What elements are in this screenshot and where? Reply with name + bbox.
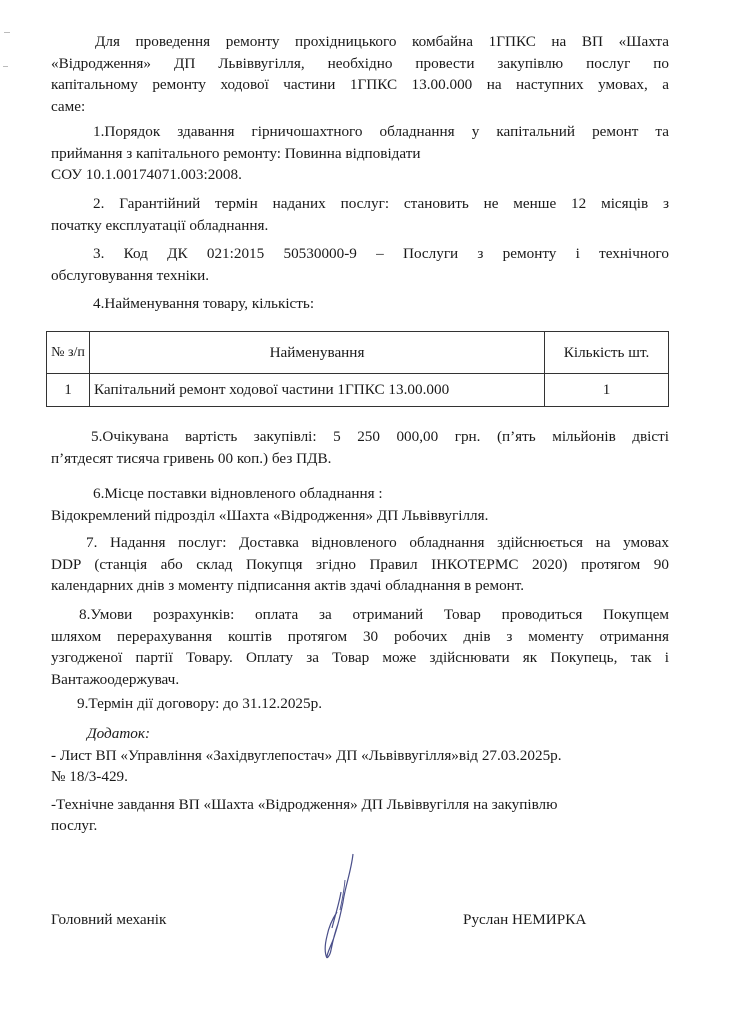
attachment-line: послуг.: [51, 817, 98, 834]
table-row: [47, 374, 669, 407]
signature-name: [463, 909, 586, 931]
item-6-line: Відокремлений підрозділ «Шахта «Відродження» ДП Львіввугілля.: [51, 506, 489, 524]
item-3-line: обслуговування техніки.: [51, 266, 210, 284]
item-8-line: шляхом перерахування коштів протягом 30 робочих днів з моменту отримання: [51, 627, 669, 645]
item-2: [51, 193, 669, 236]
item-5-line: п’ятдесят тисяча гривень 00 коп.) без ПДВ.: [51, 449, 332, 467]
intro-line: «Відродження» ДП Львіввугілля, необхідно провести закупівлю послуг по: [51, 54, 669, 72]
intro-paragraph: [51, 31, 669, 117]
row-num: 1: [47, 374, 90, 407]
item-7-line: календарних днів з моменту підписання актів здачі обладнання в ремонт.: [51, 577, 525, 594]
signature-position-text: Головний механік: [51, 911, 167, 928]
intro-line: Для проведення ремонту прохідницького комбайна 1ГПКС на ВП «Шахта: [95, 33, 669, 50]
scan-mark: [4, 32, 10, 33]
header-num: № з/п: [47, 332, 90, 374]
table-header-row: [47, 332, 669, 374]
item-8-line: 8.Умови розрахунків: оплата за отриманий Товар проводиться Покупцем: [79, 606, 669, 623]
item-6-line: 6.Місце поставки відновленого обладнання :: [93, 485, 383, 502]
intro-line: капітальному ремонту ходової частини 1ГПКС 13.00.000 на наступних умовах, а: [51, 76, 669, 93]
attachments: [51, 723, 691, 837]
item-3-line: 3. Код ДК 021:2015 50530000-9 – Послуги з ремонту і технічного: [93, 245, 669, 262]
item-8: [51, 604, 669, 690]
item-8-line: узгодженої партії Товару. Оплату за Товар може здійснювати як Покупець, так і: [51, 649, 669, 666]
item-5: [51, 426, 669, 469]
item-4: [93, 293, 314, 315]
attachment-line: -Технічне завдання ВП «Шахта «Відродження» ДП Львіввугілля на закупівлю: [51, 795, 558, 813]
item-9: [77, 693, 322, 715]
item-8-line: Вантажоодержувач.: [51, 670, 180, 688]
item-7-line: 7. Надання послуг: Доставка відновленого обладнання здійснюється на умовах: [86, 534, 669, 551]
attachments-title: Додаток:: [87, 725, 151, 742]
item-9-text: 9.Термін дії договору: до 31.12.2025р.: [77, 695, 322, 712]
row-name: Капітальний ремонт ходової частини 1ГПКС 13.00.000: [90, 374, 545, 407]
item-2-line: 2. Гарантійний термін наданих послуг: становить не менше 12 місяців з: [93, 195, 669, 212]
scan-mark: [3, 66, 8, 67]
header-qty: Кількість шт.: [545, 332, 669, 374]
item-5-line: 5.Очікувана вартість закупівлі: 5 250 000,00 грн. (п’ять мільйонів двісті: [91, 428, 669, 445]
signature-position: [51, 909, 166, 931]
item-1-line: 1.Порядок здавання гірничошахтного обладнання у капітальний ремонт та: [93, 123, 669, 140]
attachment-line: № 18/3-429.: [51, 768, 128, 785]
signature-name-text: Руслан НЕМИРКА: [463, 911, 587, 928]
item-1-line: приймання з капітального ремонту: Повинна відповідати: [51, 144, 421, 162]
item-6: [51, 483, 669, 526]
item-7: [51, 532, 669, 597]
goods-table: [46, 331, 669, 407]
item-4-text: 4.Найменування товару, кількість:: [93, 295, 315, 312]
row-qty: 1: [545, 374, 669, 407]
item-2-line: початку експлуатації обладнання.: [51, 216, 269, 234]
item-1-line: СОУ 10.1.00174071.003:2008.: [51, 166, 242, 183]
item-1: [51, 121, 669, 186]
attachment-line: - Лист ВП «Управління «Західвуглепостач» ДП «Львіввугілля»від 27.03.2025р.: [51, 746, 562, 764]
item-3: [51, 243, 669, 286]
header-name: Найменування: [90, 332, 545, 374]
intro-line: саме:: [51, 97, 86, 115]
item-7-line: DDP (станція або склад Покупця згідно Правил ІНКОТЕРМС 2020) протягом 90: [51, 555, 669, 573]
handwritten-signature: [315, 852, 360, 964]
